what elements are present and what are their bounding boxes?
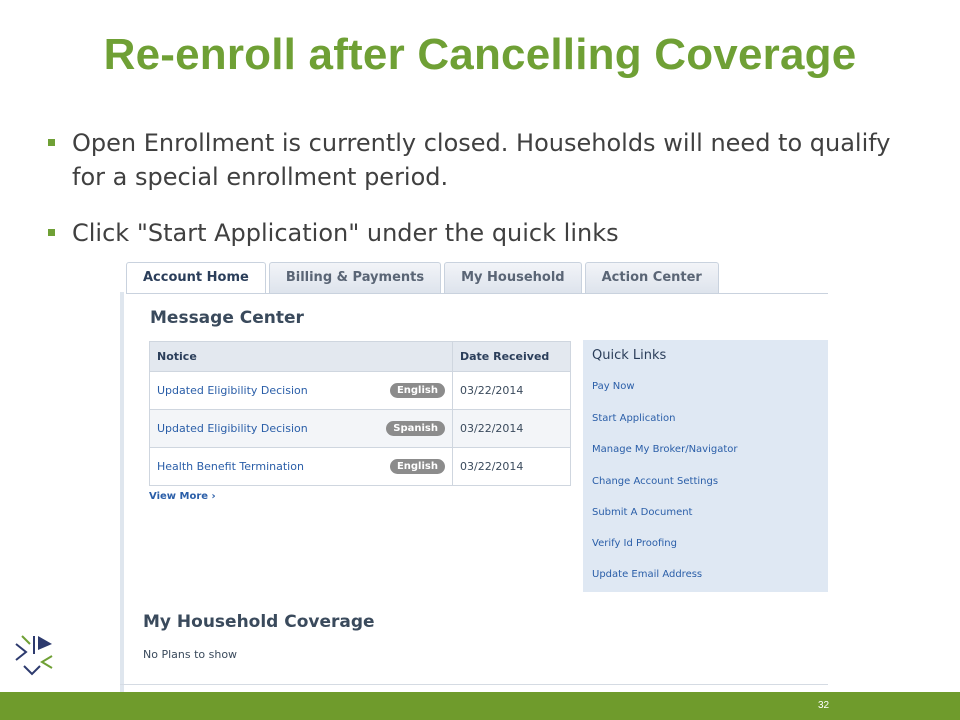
language-badge[interactable]: English [390, 383, 445, 398]
date-received: 03/22/2014 [453, 372, 571, 410]
tab-divider [126, 293, 828, 294]
notice-link[interactable]: Health Benefit Termination [157, 460, 304, 473]
quick-link-manage-broker[interactable]: Manage My Broker/Navigator [592, 444, 738, 455]
date-received: 03/22/2014 [453, 410, 571, 448]
bullet-list [46, 126, 896, 250]
bullet-text: Open Enrollment is currently closed. Households will need to qualify for a special enrollment period. [72, 129, 891, 191]
quick-link-start-application[interactable]: Start Application [592, 413, 676, 424]
message-center-title: Message Center [150, 308, 304, 328]
panel-border [120, 292, 124, 692]
quick-link-account-settings[interactable]: Change Account Settings [592, 476, 719, 487]
bullet-item [46, 216, 896, 250]
tab-account-home[interactable]: Account Home [126, 262, 266, 294]
tab-action-center[interactable]: Action Center [585, 262, 719, 294]
quick-links-panel [583, 340, 828, 592]
quick-link-submit-document[interactable]: Submit A Document [592, 507, 693, 518]
household-empty-text: No Plans to show [143, 648, 238, 661]
tab-bar [126, 262, 722, 294]
tab-my-household[interactable]: My Household [444, 262, 582, 294]
notice-link[interactable]: Updated Eligibility Decision [157, 422, 308, 435]
logo-icon [12, 632, 56, 676]
notice-table [149, 341, 571, 486]
date-received: 03/22/2014 [453, 448, 571, 486]
notice-link[interactable]: Updated Eligibility Decision [157, 384, 308, 397]
quick-link-update-email[interactable]: Update Email Address [592, 569, 703, 580]
quick-link-pay-now[interactable]: Pay Now [592, 381, 635, 392]
household-coverage-title: My Household Coverage [143, 612, 375, 632]
bullet-item [46, 126, 896, 194]
column-header-date: Date Received [453, 342, 571, 372]
table-row[interactable] [150, 372, 571, 410]
quick-link-verify-id[interactable]: Verify Id Proofing [592, 538, 677, 549]
page-number: 32 [818, 700, 830, 711]
bullet-text: Click "Start Application" under the quick links [72, 219, 619, 247]
view-more-link[interactable]: View More › [149, 491, 216, 502]
bullet-marker [48, 229, 55, 236]
footer-bar [0, 692, 960, 720]
bullet-marker [48, 139, 55, 146]
table-row[interactable] [150, 448, 571, 486]
language-badge[interactable]: Spanish [386, 421, 445, 436]
column-header-notice: Notice [150, 342, 453, 372]
slide-title: Re-enroll after Cancelling Coverage [103, 30, 857, 79]
table-row[interactable] [150, 410, 571, 448]
account-screenshot [120, 262, 828, 692]
tab-billing-payments[interactable]: Billing & Payments [269, 262, 441, 294]
quick-links-title: Quick Links [592, 348, 667, 363]
panel-divider [120, 684, 828, 685]
language-badge[interactable]: English [390, 459, 445, 474]
